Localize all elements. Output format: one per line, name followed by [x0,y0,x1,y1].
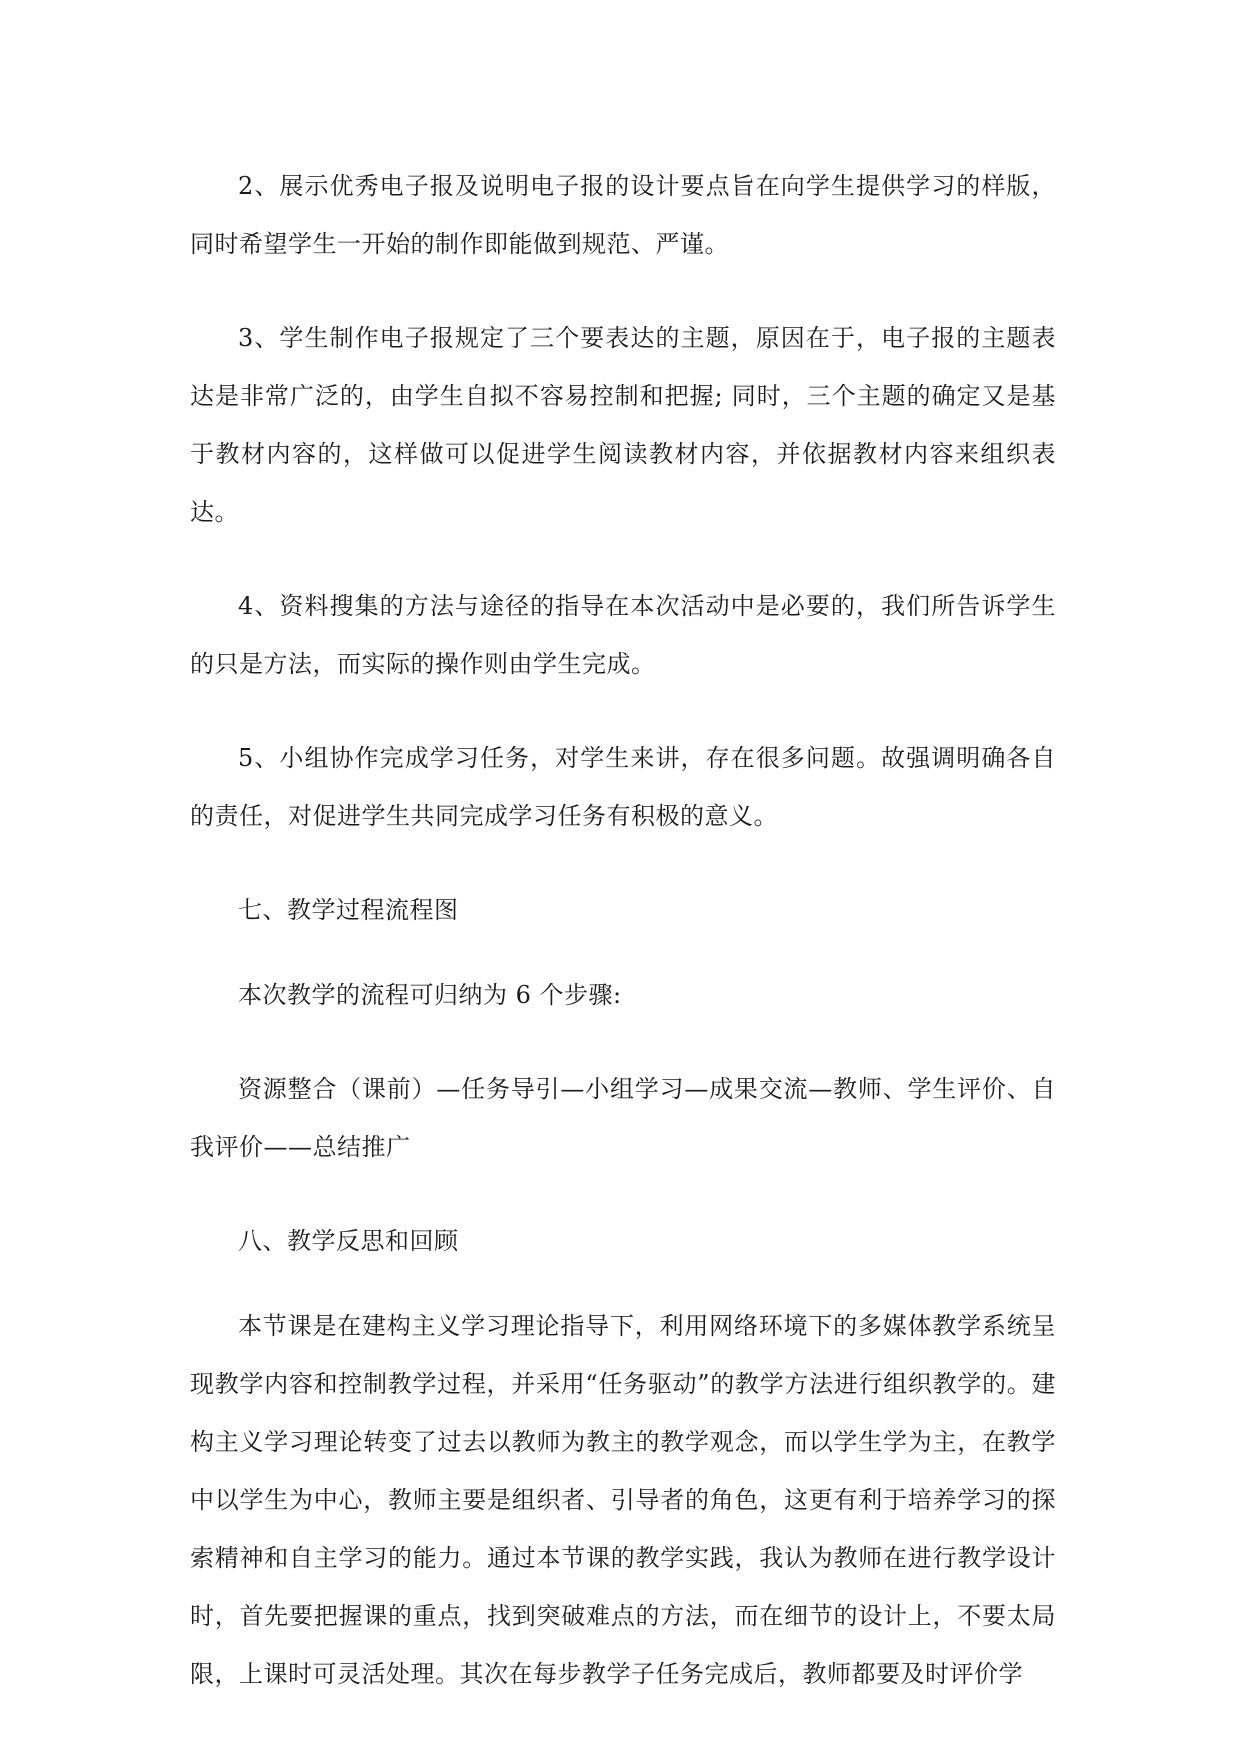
paragraph-flow-steps: 资源整合（课前）—任务导引—小组学习—成果交流—教师、学生评价、自我评价——总结推广 [190,1075,1056,1161]
section-heading-8: 八、教学反思和回顾 [238,1227,459,1255]
document-body [190,157,1056,1739]
paragraph-point-5: 5、小组协作完成学习任务，对学生来讲，存在很多问题。故强调明确各自的责任，对促进学生共同完成学习任务有积极的意义。 [190,744,1056,830]
paragraph-point-4: 4、资料搜集的方法与途径的指导在本次活动中是必要的，我们所告诉学生的只是方法，而实际的操作则由学生完成。 [190,592,1056,678]
section-heading-7: 七、教学过程流程图 [238,896,459,924]
paragraph-point-2: 2、展示优秀电子报及说明电子报的设计要点旨在向学生提供学习的样版，同时希望学生一开始的制作即能做到规范、严谨。 [190,172,1056,258]
paragraph-flow-intro: 本次教学的流程可归纳为 6 个步骤: [238,981,622,1009]
paragraph-reflection: 本节课是在建构主义学习理论指导下，利用网络环境下的多媒体教学系统呈现教学内容和控制教学过程，并采用“任务驱动”的教学方法进行组织教学的。建构主义学习理论转变了过去以教师为教主的教学观念，而以学生学为主，在教学中以学生为中心，教师主要是组织者、引导者的角色，这更有利于培养学习的探索精神和自主学习的能力。通过本节课的教学实践，我认为教师在进行教学设计时，首先要把握课的重点，找到突破难点的方法，而在细节的设计上，不要太局限，上课时可灵活处理。其次在每步教学子任务完成后，教师都要及时评价学 [190,1312,1056,1688]
paragraph-point-3: 3、学生制作电子报规定了三个要表达的主题，原因在于，电子报的主题表达是非常广泛的，由学生自拟不容易控制和把握; 同时，三个主题的确定又是基于教材内容的，这样做可以促进学生阅读教材内容，并依据教材内容来组织表达。 [190,324,1056,526]
